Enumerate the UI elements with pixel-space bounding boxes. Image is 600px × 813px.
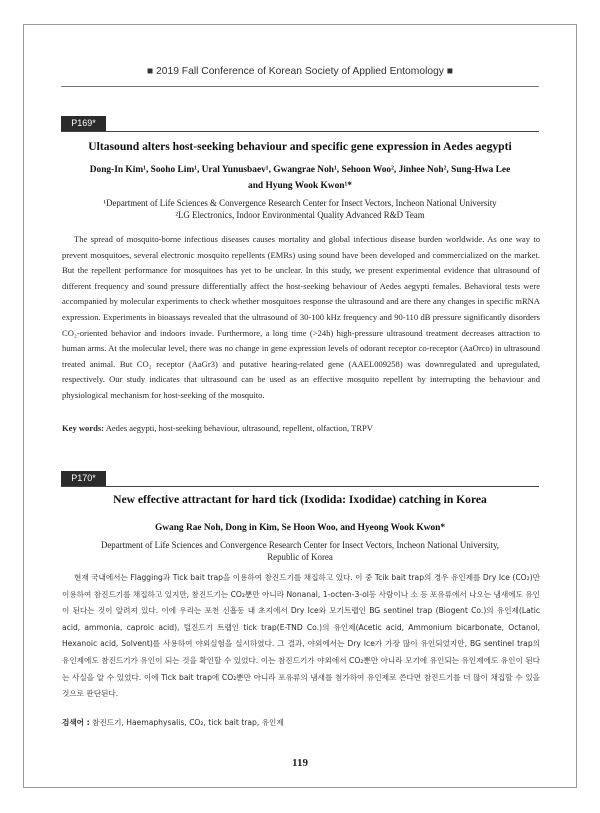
- conference-header: ■ 2019 Fall Conference of Korean Society of Applied Entomology ■: [146, 66, 454, 77]
- authors-line-2: and Hyung Wook Kwon¹*: [248, 181, 352, 191]
- keywords-text: Aedes aegypti, host-seeking behaviour, ultrasound, repellent, olfaction, TRPV: [105, 423, 373, 433]
- paper-keywords-p170: [62, 717, 540, 728]
- keywords-label: 검색어 :: [62, 718, 90, 727]
- paper-authors-p169: [50, 162, 550, 194]
- paper-authors-p170: [50, 520, 550, 536]
- paper-keywords-p169: [62, 422, 540, 434]
- affiliation-1: Department of Life Sciences and Convergence Research Center for Insect Vectors, Incheon National University,: [100, 540, 500, 550]
- keywords-label: Key words:: [62, 423, 105, 433]
- paper-title-p169: Ultasound alters host-seeking behaviour and specific gene expression in Aedes aegypti: [88, 140, 512, 153]
- abstract-text: The spread of mosquito-borne infectious diseases causes mortality and global infectious disease burden worldwide. As one way to prevent mosquitoes, several electronic mosquito repellents (EMRs) using sound have been developed and commercialized on the market. But the repellent performance for mosquitoes has yet to be unclear. In this study, we present experimental evidence that ultrasound of different frequency and sound pressure differentially affect the host-seeking behaviour of Aedes aegypti females. Behavioral tests were accompanied by molecular experiments to check whether mosquitoes response the ultrasound and are there any changes in specific mRNA expression. Experiments in bioassays revealed that the ultrasound of 30-100 kHz frequency and 90-110 dB pressure significantly disorders CO₂-oriented behavior and indoors invade. Furthermore, a long time (>24h) high-pressure ultrasound treatment decreases attraction to human arms. At the molecular level, there was no change in gene expression levels of odorant receptor co-receptor (AaOrco) in ultrasound treated animal. But CO₂ receptor (AaGr3) and putative hearing-related gene (AAEL009258) was downregulated and upregulated, respectively. Our study indicates that ultrasound can be used as an effective mosquito repellent by interrupting the behaviour and physiological mechanism for host-seeking of the mosquito.: [62, 234, 540, 400]
- paper-affiliations-p169: [50, 197, 550, 221]
- affiliation-2: Republic of Korea: [267, 552, 333, 562]
- page-number: 119: [292, 757, 308, 769]
- paper-rule-p170: [61, 486, 539, 487]
- paper-abstract-p169: [62, 232, 540, 404]
- authors-line-1: Gwang Rae Noh, Dong in Kim, Se Hoon Woo, and Hyeong Wook Kwon*: [154, 523, 446, 533]
- authors-line-1: Dong-In Kim¹, Sooho Lim¹, Ural Yunusbaev¹, Gwangrae Noh¹, Sehoon Woo², Jinhee Noh², Sung-Hwa Lee: [89, 165, 511, 175]
- paper-tag-p169: P169*: [61, 116, 106, 131]
- affiliation-1: ¹Department of Life Sciences & Convergence Research Center for Insect Vectors, Incheon National University: [103, 198, 497, 208]
- paper-rule-p169: [61, 131, 539, 132]
- header-rule: [61, 86, 539, 87]
- paper-title-p170: New effective attractant for hard tick (Ixodida: Ixodidae) catching in Korea: [113, 493, 487, 506]
- keywords-text: 참진드기, Haemaphysalis, CO₂, tick bait trap, 유인제: [92, 718, 284, 727]
- abstract-text: 현재 국내에서는 Flagging과 Tick bait trap을 이용하여 참진드기를 채집하고 있다. 이 중 Tcik bait trap의 경우 유인제를 Dry Ice (CO₂)만 이용하여 참진드기를 채집하고 있지만, 참진드기는 CO₂뿐만 아니라 Nonanal, 1-octen-3-ol등 사람이나 소 등 포유류에서 나오는 냄새에도 유인이 된다는 것이 알려져 있다. 이에 우리는 포천 신흡동 내 초지에서 Dry Ice와 모기트랩인 BG sentinel trap (Biogent Co.)의 유인제(Latic acid, ammonia, caproic acid), 털진드기 트랩인 tick trap(E-TND Co.)의 유인제(Acetic acid, Ammonium bicarbonate, Octanol, Hexanoic acid, Solvent)를 사용하여 야외실험을 실시하였다. 그 결과, 야외에서는 Dry Ice가 가장 많이 유인되었지만, BG sentinel trap의 유인제에도 참진드기가 유인이 되는 것을 확인할 수 있었다. 이는 참진드기가 야외에서 CO₂뿐만 아니라 모기에 유인되는 유인제에도 유인이 된다는 사실을 알 수 있었다. 이에 Tick bait trap에 CO₂뿐만 아니라 포유류의 냄새를 첨가하여 유인제로 쓴다면 참진드기를 더 많이 채집할 수 있을 것으로 판단된다.: [62, 573, 540, 699]
- paper-affiliations-p170: [50, 539, 550, 563]
- affiliation-2: ²LG Electronics, Indoor Environmental Quality Advanced R&D Team: [175, 210, 425, 220]
- paper-tag-p170: P170*: [61, 471, 106, 486]
- paper-abstract-p170: [62, 570, 540, 703]
